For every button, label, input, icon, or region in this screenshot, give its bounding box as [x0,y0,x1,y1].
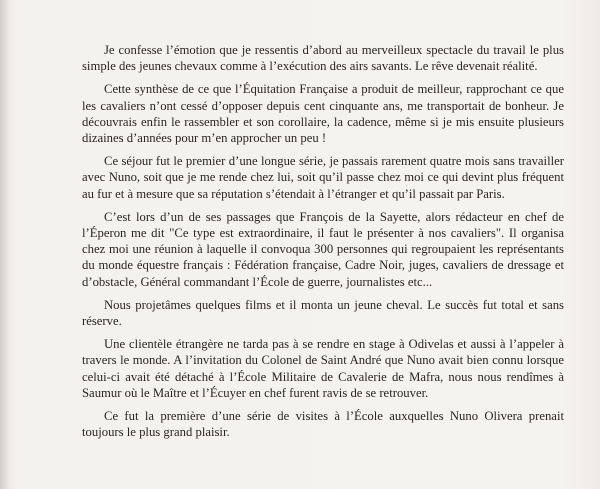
paragraph: Nous projetâmes quelques films et il monta un jeune cheval. Le succès fut total et sans réserve. [82,297,564,329]
paragraph: Une clientèle étrangère ne tarda pas à se rendre en stage à Odivelas et aussi à l’appeler à travers le monde. A l’invitation du Colonel de Saint André que Nuno avait bien connu lorsque celui-ci avait été détaché à l’École Militaire de Cavalerie de Mafra, nous nous rendîmes à Saumur où le Maître et l’Écuyer en chef furent ravis de se retrouver. [82,337,564,400]
paragraph: C’est lors d’un de ses passages que François de la Sayette, alors rédacteur en chef de l’Éperon me dit "Ce type est extraordinaire, il faut le présenter à nos cavaliers". Il organisa chez moi une réunion à laquelle il convoqua 300 personnes qui regroupaient les représentants du monde équestre français : Fédération française, Cadre Noir, juges, cavaliers de dressage et d’obstacle, Général commandant l’École de guerre, journalistes etc... [82,209,564,289]
paragraph: Ce séjour fut le premier d’une longue série, je passais rarement quatre mois sans travailler avec Nuno, soit que je me rende chez lui, soit qu’il passe chez moi ce qui devint plus fréquent au fur et à mesure que sa réputation s’étendait à l’étranger et qu’il passait par Paris. [82,154,564,201]
body-text [82,42,564,440]
page-gutter-shadow [0,0,10,489]
paragraph: Je confesse l’émotion que je ressentis d’abord au merveilleux spectacle du travail le plus simple des jeunes chevaux comme à l’exécution des airs savants. Le rêve devenait réalité. [82,43,564,74]
paragraph: Ce fut la première d’une série de visites à l’École auxquelles Nuno Olivera prenait toujours le plus grand plaisir. [82,409,564,440]
paragraph: Cette synthèse de ce que l’Équitation Française a produit de meilleur, rapprochant ce que les cavaliers n’ont cessé d’opposer depuis cent cinquante ans, me transportait de bonheur. Je découvrais enfin le rassembler et son corollaire, la cadence, même si je mis ensuite plusieurs dizaines d’années pour m’en approcher un peu ! [82,82,564,146]
